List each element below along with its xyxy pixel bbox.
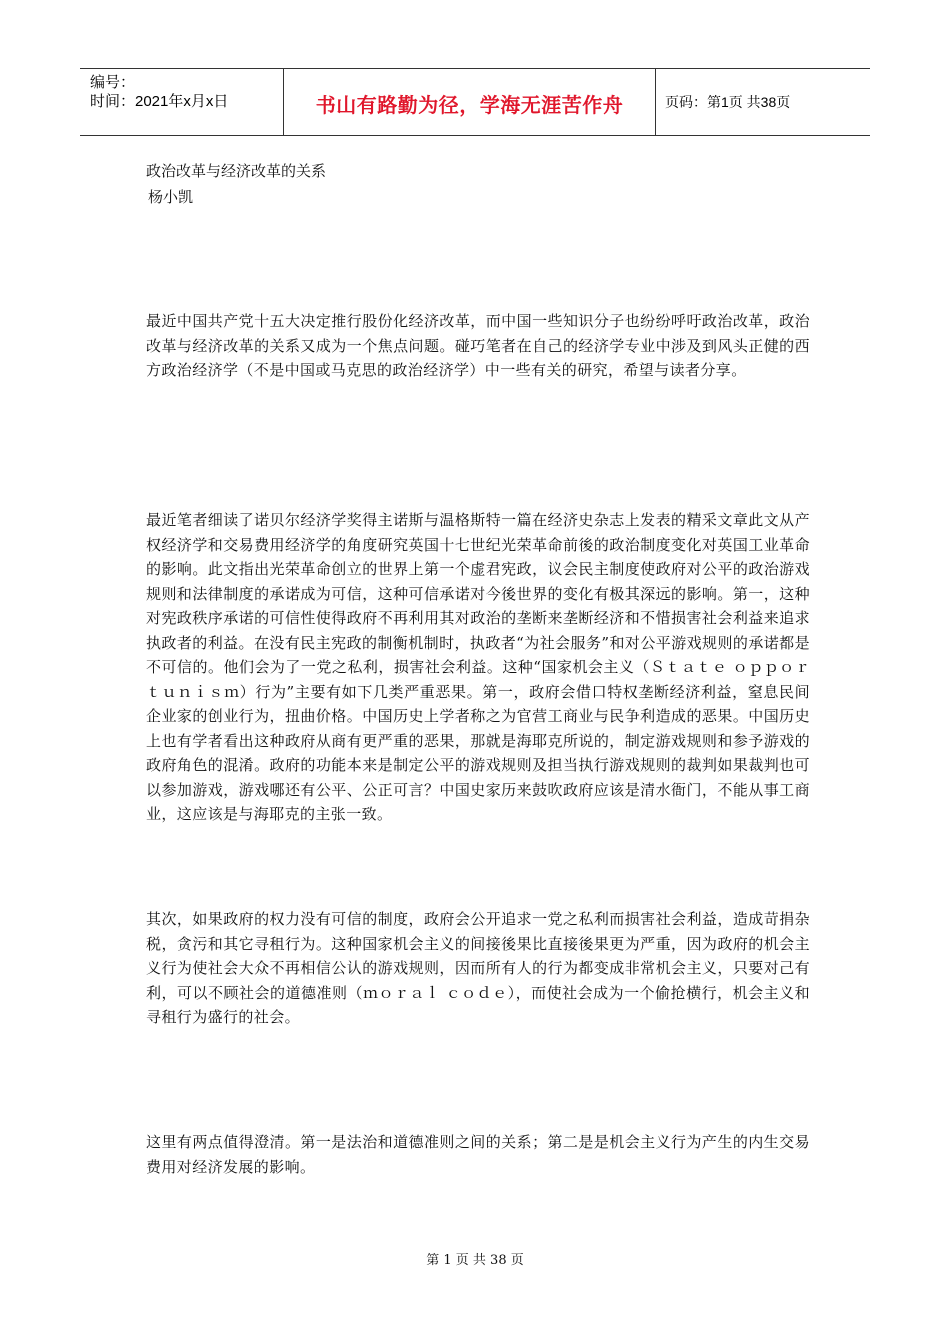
body-paragraph: 最近中国共产党十五大决定推行股份化经济改革，而中国一些知识分子也纷纷呼吁政治改革，政治改革与经济改革的关系又成为一个焦点问题。碰巧笔者在自己的经济学专业中涉及到风头正健的西方政治经济学（不是中国或马克思的政治经济学）中一些有关的研究，希望与读者分享。	[146, 312, 810, 379]
document-date-label: 时间：2021年x月x日	[90, 93, 229, 110]
body-paragraph: 这里有两点值得澄清。第一是法治和道德准则之间的关系；第二是是机会主义行为产生的内生交易费用对经济发展的影响。	[146, 1133, 810, 1176]
header-page-cell	[656, 69, 870, 135]
document-author: 杨小凯	[148, 188, 194, 206]
document-title: 政治改革与经济改革的关系	[146, 162, 327, 180]
document-number-label: 编号：	[90, 74, 136, 91]
page-footer: 第 1 页 共 38 页	[426, 1253, 524, 1268]
header-motto-cell	[283, 69, 656, 135]
header-motto: 书山有路勤为径，学海无涯苦作舟	[315, 92, 624, 117]
header-meta-cell	[80, 69, 283, 135]
document-header	[80, 68, 870, 136]
body-paragraph: 最近笔者细读了诺贝尔经济学奖得主诺斯与温格斯特一篇在经济史杂志上发表的精采文章此文从产权经济学和交易费用经济学的角度研究英国十七世纪光荣革命前後的政治制度变化对英国工业革命的影响。此文指出光荣革命创立的世界上第一个虚君宪政，议会民主制度使政府对公平的政治游戏规则和法律制度的承诺成为可信，这种可信承诺对今後世界的变化有极其深远的影响。第一，这种对宪政秩序承诺的可信性使得政府不再利用其对政治的垄断来垄断经济和不惜损害社会利益来追求执政者的利益。在没有民主宪政的制衡机制时，执政者“为社会服务”和对公平游戏规则的承诺都是不可信的。他们会为了一党之私利，损害社会利益。这种“国家机会主义（Ｓｔａｔｅ ｏｐｐｏｒｔｕｎｉｓｍ）行为”主要有如下几类严重恶果。第一，政府会借口特权垄断经济利益，窒息民间企业家的创业行为，扭曲价格。中国历史上学者称之为官营工商业与民争利造成的恶果。中国历史上也有学者看出这种政府从商有更严重的恶果，那就是海耶克所说的，制定游戏规则和参予游戏的政府角色的混淆。政府的功能本来是制定公平的游戏规则及担当执行游戏规则的裁判如果裁判也可以参加游戏，游戏哪还有公平、公正可言？中国史家历来鼓吹政府应该是清水衙门，不能从事工商业，这应该是与海耶克的主张一致。	[146, 511, 810, 823]
body-paragraph: 其次，如果政府的权力没有可信的制度，政府会公开追求一党之私利而损害社会利益，造成苛捐杂税，贪污和其它寻租行为。这种国家机会主义的间接後果比直接後果更为严重，因为政府的机会主义行为使社会大众不再相信公认的游戏规则，因而所有人的行为都变成非常机会主义，只要对己有利，可以不顾社会的道德准则（ｍｏｒａｌ ｃｏｄｅ），而使社会成为一个偷抢横行，机会主义和寻租行为盛行的社会。	[146, 910, 810, 1026]
header-page-info: 页码：第1页 共38页	[665, 94, 791, 110]
